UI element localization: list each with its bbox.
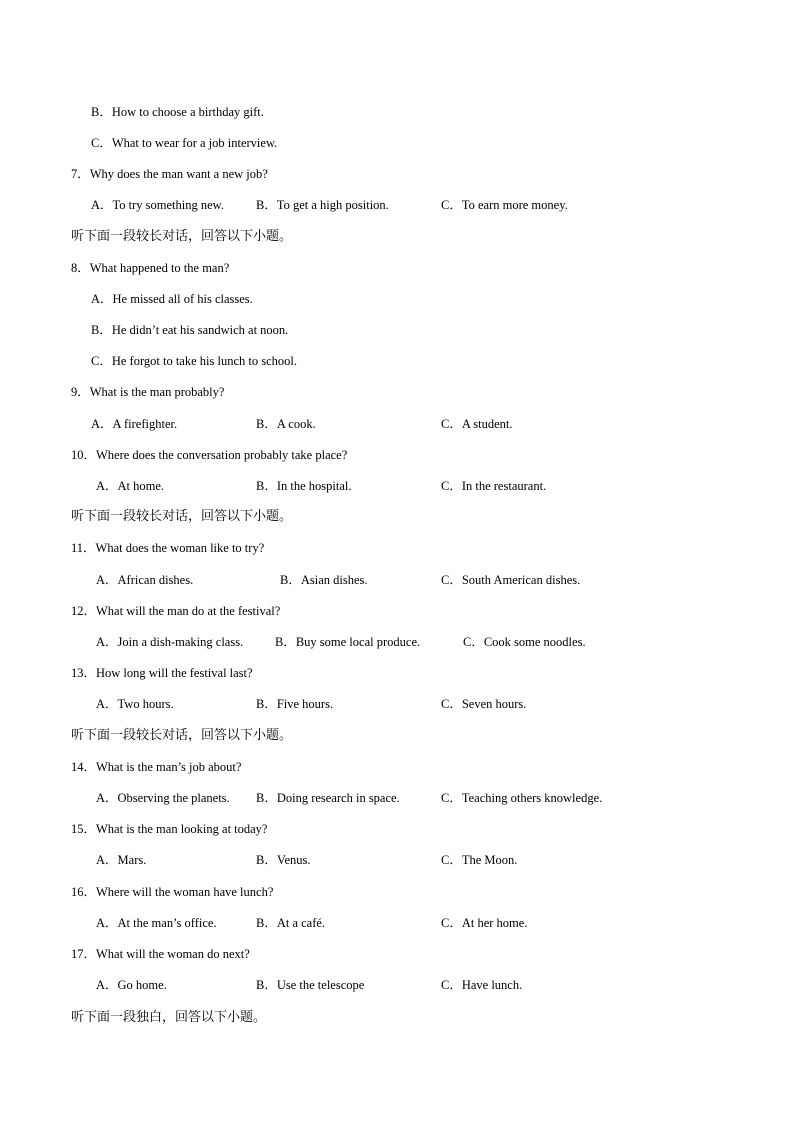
option-c: C．Teaching others knowledge. [441, 791, 603, 805]
option-c: C．To earn more money. [441, 198, 568, 212]
section-instruction: 听下面一段较长对话，回答以下小题。 [71, 728, 293, 743]
options-row [0, 633, 794, 651]
question-text: 13．How long will the festival last? [71, 666, 253, 680]
options-row [0, 571, 794, 589]
option-b: B．Five hours. [256, 697, 334, 711]
option-a: A．African dishes. [96, 573, 194, 587]
question-text: 8．What happened to the man? [71, 261, 230, 275]
option-a: A．Two hours. [96, 697, 174, 711]
options-row [0, 415, 794, 433]
section-instruction: 听下面一段较长对话，回答以下小题。 [71, 229, 293, 244]
option-c: C．Cook some noodles. [463, 635, 586, 649]
option-c: C．In the restaurant. [441, 479, 547, 493]
option-b: B．Venus. [256, 853, 311, 867]
option-c: C．South American dishes. [441, 573, 581, 587]
option-c: C．A student. [441, 417, 513, 431]
question-text: 9．What is the man probably? [71, 385, 225, 399]
question-text: 15．What is the man looking at today? [71, 822, 268, 836]
question-text: 16．Where will the woman have lunch? [71, 885, 274, 899]
option-b: B．In the hospital. [256, 479, 352, 493]
option-b: B．A cook. [256, 417, 316, 431]
section-instruction: 听下面一段独白，回答以下小题。 [71, 1010, 267, 1025]
option-b: B．At a café. [256, 916, 326, 930]
options-row [0, 914, 794, 932]
option-line: A．He missed all of his classes. [91, 292, 253, 306]
option-a: A．Mars. [96, 853, 147, 867]
question-text: 14．What is the man’s job about? [71, 760, 242, 774]
option-a: A．A firefighter. [91, 417, 178, 431]
option-line: C．He forgot to take his lunch to school. [91, 354, 297, 368]
question-text: 11．What does the woman like to try? [71, 541, 265, 555]
option-a: A．To try something new. [91, 198, 225, 212]
option-b: B．To get a high position. [256, 198, 389, 212]
options-row [0, 789, 794, 807]
options-row [0, 976, 794, 994]
option-b: B．Asian dishes. [280, 573, 368, 587]
option-line: B．How to choose a birthday gift. [91, 105, 264, 119]
question-text: 7．Why does the man want a new job? [71, 167, 268, 181]
option-a: A．At the man’s office. [96, 916, 217, 930]
option-line: C．What to wear for a job interview. [91, 136, 278, 150]
option-b: B．Doing research in space. [256, 791, 400, 805]
option-b: B．Use the telescope [256, 978, 365, 992]
option-a: A．Go home. [96, 978, 167, 992]
option-a: A．At home. [96, 479, 165, 493]
question-text: 12．What will the man do at the festival? [71, 604, 281, 618]
question-text: 17．What will the woman do next? [71, 947, 250, 961]
option-b: B．Buy some local produce. [275, 635, 421, 649]
option-c: C．At her home. [441, 916, 528, 930]
option-c: C．The Moon. [441, 853, 518, 867]
option-a: A．Join a dish-making class. [96, 635, 244, 649]
option-c: C．Have lunch. [441, 978, 523, 992]
options-row [0, 196, 794, 214]
option-c: C．Seven hours. [441, 697, 527, 711]
section-instruction: 听下面一段较长对话，回答以下小题。 [71, 509, 293, 524]
option-a: A．Observing the planets. [96, 791, 230, 805]
options-row [0, 851, 794, 869]
option-line: B．He didn’t eat his sandwich at noon. [91, 323, 289, 337]
options-row [0, 695, 794, 713]
options-row [0, 477, 794, 495]
question-text: 10．Where does the conversation probably take place? [71, 448, 348, 462]
